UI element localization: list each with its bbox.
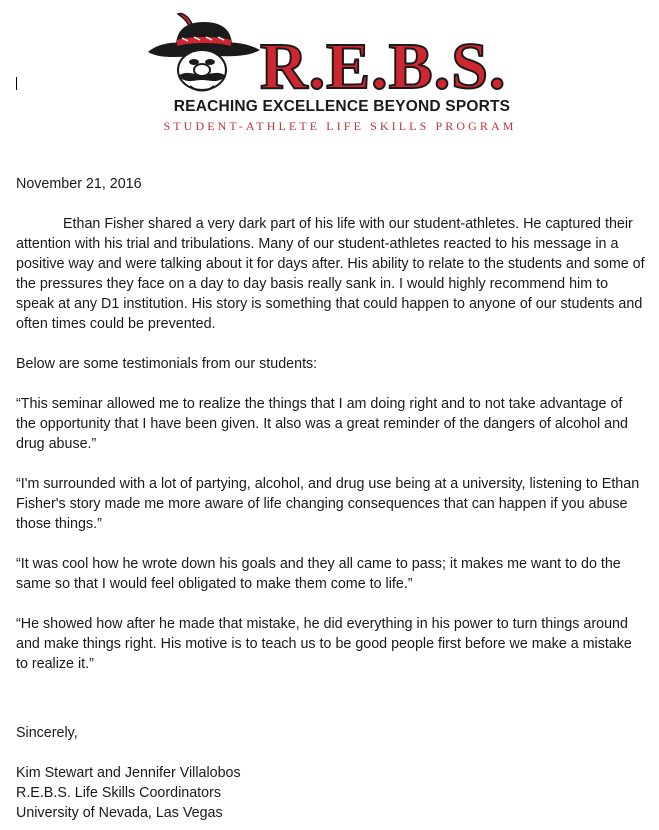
testimonial-quote: “This seminar allowed me to realize the things that I am doing right and to not take advantage of the opportunity that I have been given. It also was a great reminder of the dangers of alcohol and drug abuse.” bbox=[16, 396, 628, 452]
testimonials-intro: Below are some testimonials from our students: bbox=[16, 356, 318, 372]
logo-wordmark: R.E.B.S. bbox=[260, 30, 507, 103]
signatory-names: Kim Stewart and Jennifer Villalobos bbox=[16, 765, 241, 781]
signatory-institution: University of Nevada, Las Vegas bbox=[16, 805, 223, 821]
logo-subtitle: STUDENT-ATHLETE LIFE SKILLS PROGRAM bbox=[163, 119, 517, 133]
text-cursor bbox=[16, 77, 17, 90]
letter-paragraph: Ethan Fisher shared a very dark part of his life with our student-athletes. He captured their attention with his trial and tribulations. Many of our student-athletes reacted to his message in a positive way and were talking about it for days after. His ability to relate to the students and some of the pressures they face on a day to day basis really sank in. I would highly recommend him to speak at any D1 institution. His story is something that could happen to anyone of our students and often times could be prevented. bbox=[16, 216, 645, 332]
letter-body bbox=[16, 174, 646, 823]
letter-date: November 21, 2016 bbox=[16, 176, 142, 192]
signatory-role: R.E.B.S. Life Skills Coordinators bbox=[16, 785, 222, 801]
testimonial-quote: “I'm surrounded with a lot of partying, alcohol, and drug use being at a university, listening to Ethan Fisher's story made me more aware of life changing consequences that can happen if you abuse those things.” bbox=[16, 476, 640, 532]
rebs-logo bbox=[142, 10, 522, 136]
letter-closing: Sincerely, bbox=[16, 725, 78, 741]
testimonial-quote: “He showed how after he made that mistake, he did everything in his power to turn things around and make things right. His motive is to teach us to be good people first before we make a mistake to realize it.” bbox=[16, 616, 632, 672]
logo-tagline: REACHING EXCELLENCE BEYOND SPORTS bbox=[173, 98, 511, 115]
testimonial-quote: “It was cool how he wrote down his goals and they all came to pass; it makes me want to do the same so that I would feel obligated to make them come to life.” bbox=[16, 556, 621, 592]
